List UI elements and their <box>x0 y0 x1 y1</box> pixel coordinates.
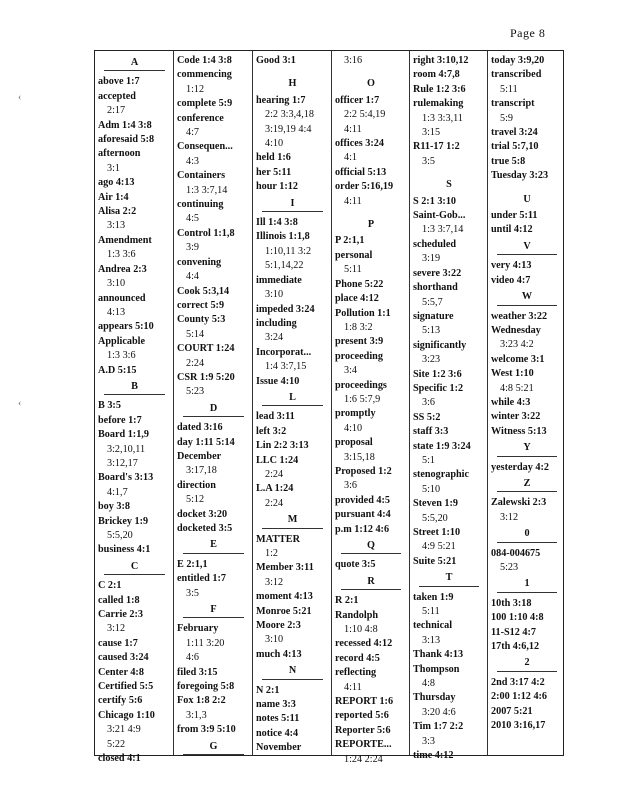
index-entry-continuation: 1:10,11 3:2 <box>265 245 312 257</box>
index-entry: pursuant 4:4 <box>335 509 391 521</box>
index-entry-continuation: 1:12 <box>186 83 205 95</box>
index-entry: SS 5:2 <box>413 411 441 423</box>
index-entry-continuation: 4:4 <box>186 271 200 283</box>
index-entry-continuation: 3:16 <box>344 55 363 66</box>
index-column-2 <box>173 51 252 755</box>
index-entry-continuation: 3:3 <box>422 735 436 747</box>
index-entry: convening <box>177 256 222 268</box>
index-column-5 <box>409 51 487 762</box>
index-entry-continuation: 3:10 <box>107 278 126 290</box>
scan-speck: ‹ <box>18 92 22 103</box>
index-entry: proposal <box>335 437 373 449</box>
index-entry: Illinois 1:1,8 <box>256 231 310 243</box>
index-entry: Good 3:1 <box>256 55 296 66</box>
index-entry-continuation: 3:10 <box>265 289 284 301</box>
index-entry-continuation: 5:14 <box>186 328 205 340</box>
index-entry-continuation: 5:5,7 <box>422 296 443 308</box>
index-entry-continuation: 2:2 3:3,4,18 <box>265 109 314 121</box>
index-entry: dated 3:16 <box>177 422 223 434</box>
index-entry-continuation: 4:7 <box>186 127 200 139</box>
index-entry: Air 1:4 <box>98 191 129 203</box>
index-entry: Tuesday 3:23 <box>491 170 549 182</box>
index-entry: Certified 5:5 <box>98 681 154 693</box>
section-letter: C <box>104 560 165 575</box>
index-entry: 2007 5:21 <box>491 705 533 717</box>
index-entry-continuation: 3:24 <box>265 332 284 344</box>
index-entry: 11-S12 4:7 <box>491 626 536 638</box>
index-entry-continuation: 2:24 <box>265 497 284 509</box>
index-entry: REPORTE... <box>335 739 392 751</box>
index-entry: Thompson <box>413 663 460 675</box>
index-entry: official 5:13 <box>335 166 387 178</box>
index-entry: Board's 3:13 <box>98 472 154 484</box>
index-entry-continuation: 5:5,20 <box>422 512 448 524</box>
index-entry: trial 5:7,10 <box>491 141 539 153</box>
index-column-1 <box>95 51 173 765</box>
index-entry-continuation: 1:3 3:6 <box>107 350 136 362</box>
index-entry: proceedings <box>335 379 387 391</box>
index-entry: 17th 4:6,12 <box>491 641 540 653</box>
index-entry-continuation: 2:24 <box>265 468 284 480</box>
index-entry: accepted <box>98 90 136 102</box>
index-entry: Containers <box>177 170 226 182</box>
index-entry-continuation: 1:11 3:20 <box>186 637 225 649</box>
index-entry: docket 3:20 <box>177 508 228 520</box>
index-entry-continuation: 3:10 <box>265 634 284 646</box>
index-entry-continuation: 4:8 <box>422 678 436 690</box>
index-entry-continuation: 3:5 <box>186 587 200 599</box>
section-letter: L <box>262 391 323 406</box>
index-entry: LLC 1:24 <box>256 454 299 466</box>
index-entry: Randolph <box>335 609 379 621</box>
index-entry: Steven 1:9 <box>413 498 458 510</box>
index-entry-continuation: 5:10 <box>422 483 441 495</box>
index-entry-continuation: 4:8 5:21 <box>500 382 534 394</box>
index-entry-continuation: 3:23 <box>422 354 441 366</box>
index-entry: before 1:7 <box>98 414 142 426</box>
index-entry-continuation: 3:20 4:6 <box>422 706 456 718</box>
index-entry-continuation: 3:21 4:9 <box>107 724 141 736</box>
index-entry: impeded 3:24 <box>256 303 315 315</box>
index-entry-continuation: 5:23 <box>186 386 205 398</box>
index-entry-continuation: 1:6 5:7,9 <box>344 393 381 405</box>
section-letter: Q <box>341 539 401 554</box>
index-entry-continuation: 3:19,19 4:4 <box>265 123 312 135</box>
index-entry: today 3:9,20 <box>491 55 545 66</box>
section-letter: P <box>367 219 375 231</box>
index-entry: 2nd 3:17 4:2 <box>491 676 545 688</box>
index-entry: cause 1:7 <box>98 637 138 649</box>
index-entry: caused 3:24 <box>98 652 149 664</box>
index-entry: under 5:11 <box>491 210 538 222</box>
index-entry: severe 3:22 <box>413 267 462 279</box>
index-entry: 084-004675 <box>491 547 541 559</box>
index-entry: lead 3:11 <box>256 411 295 423</box>
index-entry: right 3:10,12 <box>413 55 469 66</box>
index-entry: February <box>177 623 219 635</box>
index-entry: COURT 1:24 <box>177 343 235 355</box>
index-column-6 <box>487 51 565 755</box>
index-entry-continuation: 3:12 <box>107 623 126 635</box>
index-entry: p.m 1:12 4:6 <box>335 523 390 535</box>
section-letter: H <box>288 78 297 90</box>
index-entry: B 3:5 <box>98 400 121 412</box>
section-letter: R <box>341 575 401 590</box>
index-entry: transcript <box>491 98 535 110</box>
index-entry: proceeding <box>335 350 383 362</box>
index-entry: REPORT 1:6 <box>335 696 394 708</box>
index-entry: Board 1:1,9 <box>98 429 149 441</box>
index-entry: filed 3:15 <box>177 666 218 678</box>
index-entry: Suite 5:21 <box>413 555 457 567</box>
index-entry: provided 4:5 <box>335 494 391 506</box>
index-entry: E 2:1,1 <box>177 558 208 570</box>
index-entry: promptly <box>335 408 376 420</box>
index-entry: Control 1:1,8 <box>177 227 235 239</box>
section-letter: A <box>104 56 165 71</box>
index-entry: foregoing 5:8 <box>177 681 235 693</box>
index-entry-continuation: 4:11 <box>344 123 362 135</box>
index-entry: Brickey 1:9 <box>98 515 149 527</box>
section-letter: O <box>367 78 375 90</box>
index-entry-continuation: 4:6 <box>186 652 200 664</box>
index-entry: staff 3:3 <box>413 426 449 438</box>
section-letter: U <box>523 193 531 205</box>
index-entry: hearing 1:7 <box>256 94 306 106</box>
index-entry: weather 3:22 <box>491 310 548 322</box>
index-entry: Amendment <box>98 234 152 246</box>
index-entry: shorthand <box>413 282 458 294</box>
index-entry: reflecting <box>335 667 377 679</box>
index-entry-continuation: 4:1,7 <box>107 486 128 498</box>
index-entry-continuation: 3:12,17 <box>107 457 138 469</box>
index-entry-continuation: 1:3 3:3,11 <box>422 112 463 124</box>
index-entry: signature <box>413 310 454 322</box>
index-entry: while 4:3 <box>491 396 531 408</box>
index-entry: correct 5:9 <box>177 299 225 311</box>
index-entry: Pollution 1:1 <box>335 307 391 319</box>
index-entry-continuation: 3:1 <box>107 162 121 174</box>
index-entry: boy 3:8 <box>98 501 130 513</box>
index-entry-continuation: 3:15,18 <box>344 451 375 463</box>
index-entry: Phone 5:22 <box>335 278 384 290</box>
index-entry: business 4:1 <box>98 544 151 556</box>
index-entry: yesterday 4:2 <box>491 461 549 473</box>
index-entry-continuation: 3:5 <box>422 155 436 167</box>
index-entry: time 4:12 <box>413 750 454 762</box>
section-letter: V <box>497 240 557 255</box>
index-entry: name 3:3 <box>256 699 296 711</box>
index-entry: announced <box>98 292 146 304</box>
index-entry-continuation: 1:3 3:7,14 <box>186 184 228 196</box>
index-entry: offices 3:24 <box>335 138 384 150</box>
index-entry: West 1:10 <box>491 368 534 380</box>
index-entry: rulemaking <box>413 98 464 110</box>
index-entry-continuation: 4:11 <box>344 195 362 207</box>
index-entry: C 2:1 <box>98 580 122 592</box>
index-entry-continuation: 4:9 5:21 <box>422 541 456 553</box>
index-entry-continuation: 5:1,14,22 <box>265 260 304 272</box>
index-entry-continuation: 3:6 <box>422 397 436 409</box>
index-entry: aforesaid 5:8 <box>98 134 155 146</box>
index-entry: personal <box>335 249 373 261</box>
index-entry: Member 3:11 <box>256 562 314 574</box>
index-entry-continuation: 1:8 3:2 <box>344 321 373 333</box>
index-entry: continuing <box>177 199 224 211</box>
index-entry-continuation: 3:15 <box>422 127 441 139</box>
index-entry-continuation: 5:12 <box>186 494 205 506</box>
index-entry: Cook 5:3,14 <box>177 285 230 297</box>
index-entry: scheduled <box>413 238 457 250</box>
index-entry: Thank 4:13 <box>413 649 464 661</box>
index-entry: 100 1:10 4:8 <box>491 612 544 624</box>
index-entry: L.A 1:24 <box>256 483 294 495</box>
index-entry: Adm 1:4 3:8 <box>98 119 152 131</box>
index-entry: commencing <box>177 69 232 81</box>
index-entry: technical <box>413 620 453 632</box>
section-letter: W <box>497 290 557 305</box>
index-entry: significantly <box>413 339 467 351</box>
index-entry: record 4:5 <box>335 652 380 664</box>
index-entry-continuation: 5:23 <box>500 562 519 573</box>
section-letter: 1 <box>497 577 557 592</box>
index-entry-continuation: 3:9 <box>186 242 200 254</box>
index-entry-continuation: 5:9 <box>500 112 514 124</box>
page-number: Page 8 <box>510 26 546 40</box>
index-entry: Ill 1:4 3:8 <box>256 217 298 229</box>
scan-speck: ‹ <box>18 398 22 409</box>
index-entry: Moore 2:3 <box>256 620 301 632</box>
section-letter: I <box>262 197 323 212</box>
index-entry: November <box>256 742 302 754</box>
section-letter: D <box>183 402 244 417</box>
index-entry: immediate <box>256 274 302 286</box>
index-entry-continuation: 2:2 5:4,19 <box>344 109 386 121</box>
index-entry-continuation: 1:10 4:8 <box>344 624 378 636</box>
index-entry: Carrie 2:3 <box>98 609 143 621</box>
index-entry: recessed 4:12 <box>335 638 393 650</box>
index-entry: Center 4:8 <box>98 666 144 678</box>
index-entry: Alisa 2:2 <box>98 206 137 218</box>
index-entry-continuation: 1:24 2:24 <box>344 753 383 765</box>
index-entry: moment 4:13 <box>256 591 313 603</box>
section-letter: S <box>446 179 452 191</box>
index-entry: complete 5:9 <box>177 98 233 110</box>
index-entry: notes 5:11 <box>256 713 300 725</box>
index-entry: order 5:16,19 <box>335 181 394 193</box>
index-column-3 <box>252 51 331 755</box>
index-entry: Saint-Gob... <box>413 210 466 222</box>
index-entry: Applicable <box>98 335 145 347</box>
index-entry: Rule 1:2 3:6 <box>413 83 466 95</box>
index-entry-continuation: 3:6 <box>344 480 358 492</box>
index-entry: 10th 3:18 <box>491 597 532 609</box>
index-entry-continuation: 5:11 <box>500 83 518 95</box>
index-entry-continuation: 3:17,18 <box>186 465 217 477</box>
index-entry: MATTER <box>256 533 300 545</box>
section-letter: T <box>419 571 479 586</box>
index-entry-continuation: 5:1 <box>422 454 436 466</box>
index-entry-continuation: 3:12 <box>265 576 284 588</box>
index-entry: Andrea 2:3 <box>98 263 147 275</box>
index-entry: Site 1:2 3:6 <box>413 368 462 380</box>
index-entry: Specific 1:2 <box>413 382 464 394</box>
index-entry: certify 5:6 <box>98 695 143 707</box>
section-letter: N <box>262 664 323 679</box>
index-entry-continuation: 5:5,20 <box>107 530 133 541</box>
index-entry: including <box>256 317 297 329</box>
section-letter: B <box>104 380 165 395</box>
index-entry: above 1:7 <box>98 76 140 88</box>
index-entry: CSR 1:9 5:20 <box>177 371 235 383</box>
index-entry-continuation: 3:13 <box>107 220 126 232</box>
index-entry: S 2:1 3:10 <box>413 195 457 207</box>
index-entry-continuation: 3:4 <box>344 365 358 377</box>
index-entry: appears 5:10 <box>98 321 154 333</box>
index-entry-continuation: 4:11 <box>344 681 362 693</box>
index-entry: docketed 3:5 <box>177 523 233 534</box>
index-entry: left 3:2 <box>256 425 287 437</box>
index-entry-continuation: 3:23 4:2 <box>500 339 534 351</box>
index-entry: Wednesday <box>491 324 541 336</box>
index-entry: ago 4:13 <box>98 177 135 189</box>
index-entry: conference <box>177 112 224 124</box>
index-entry: stenographic <box>413 469 470 481</box>
index-entry: day 1:11 5:14 <box>177 436 235 448</box>
index-entry: held 1:6 <box>256 152 291 164</box>
index-entry: 2:00 1:12 4:6 <box>491 691 548 703</box>
index-entry: notice 4:4 <box>256 727 299 739</box>
index-entry-continuation: 1:2 <box>265 548 279 559</box>
index-entry: A.D 5:15 <box>98 364 137 376</box>
index-entry: P 2:1,1 <box>335 235 365 247</box>
index-entry: present 3:9 <box>335 336 384 348</box>
index-entry-continuation: 4:13 <box>107 306 126 318</box>
index-entry: Zalewski 2:3 <box>491 497 547 509</box>
index-column-4 <box>331 51 409 765</box>
index-entry-continuation: 4:3 <box>186 155 200 167</box>
section-letter: Y <box>497 441 557 456</box>
index-entry: her 5:11 <box>256 166 292 178</box>
index-entry: until 4:12 <box>491 224 533 236</box>
section-letter: G <box>183 740 244 755</box>
index-entry-continuation: 5:13 <box>422 325 441 337</box>
index-entry-continuation: 5:11 <box>422 606 440 618</box>
index-entry-continuation: 1:4 3:7,15 <box>265 361 307 373</box>
index-entry: closed 4:1 <box>98 753 141 765</box>
index-entry: Chicago 1:10 <box>98 709 155 721</box>
index-entry: quote 3:5 <box>335 559 376 571</box>
index-entry: Fox 1:8 2:2 <box>177 695 226 707</box>
index-entry: Witness 5:13 <box>491 425 547 437</box>
section-letter: 0 <box>497 527 557 542</box>
index-entry: very 4:13 <box>491 260 532 272</box>
index-entry: Street 1:10 <box>413 527 461 538</box>
index-entry: state 1:9 3:24 <box>413 440 471 452</box>
index-entry: called 1:8 <box>98 594 140 606</box>
index-entry-continuation: 3:19 <box>422 253 441 265</box>
index-entry: entitled 1:7 <box>177 573 226 585</box>
index-entry: hour 1:12 <box>256 181 298 193</box>
index-entry: Monroe 5:21 <box>256 605 312 617</box>
index-entry-continuation: 4:10 <box>265 138 284 150</box>
index-entry-continuation: 4:5 <box>186 213 200 225</box>
index-entry-continuation: 1:3 3:7,14 <box>422 224 464 236</box>
section-letter: F <box>183 603 244 618</box>
index-entry: video 4:7 <box>491 274 531 286</box>
index-entry: Reporter 5:6 <box>335 724 391 736</box>
index-entry: December <box>177 450 222 462</box>
index-entry: room 4:7,8 <box>413 69 460 81</box>
index-entry: direction <box>177 479 216 491</box>
index-entry: R 2:1 <box>335 595 359 607</box>
index-frame <box>94 50 564 765</box>
index-entry: winter 3:22 <box>491 411 541 423</box>
index-entry-continuation: 3:2,10,11 <box>107 443 146 455</box>
index-entry-continuation: 1:3 3:6 <box>107 249 136 261</box>
section-letter: Z <box>497 477 557 492</box>
index-entry: R11-17 1:2 <box>413 141 460 153</box>
index-entry: welcome 3:1 <box>491 353 545 365</box>
index-entry: Tim 1:7 2:2 <box>413 721 464 733</box>
index-entry-continuation: 4:1 <box>344 152 358 164</box>
index-entry: from 3:9 5:10 <box>177 724 236 736</box>
index-entry: much 4:13 <box>256 648 302 660</box>
index-entry: Thursday <box>413 692 456 704</box>
section-letter: M <box>262 513 323 528</box>
index-entry: Code 1:4 3:8 <box>177 55 232 66</box>
index-entry: Issue 4:10 <box>256 375 300 387</box>
index-entry: place 4:12 <box>335 293 379 305</box>
section-letter: E <box>183 538 244 553</box>
index-entry-continuation: 3:1,3 <box>186 709 207 721</box>
index-entry: Lin 2:2 3:13 <box>256 440 309 452</box>
index-entry-continuation: 2:24 <box>186 357 205 369</box>
index-entry-continuation: 5:11 <box>344 264 362 276</box>
index-entry: travel 3:24 <box>491 127 538 139</box>
index-entry: Incorporat... <box>256 346 312 358</box>
index-entry: afternoon <box>98 148 141 160</box>
index-entry-continuation: 2:17 <box>107 105 126 117</box>
index-entry: reported 5:6 <box>335 710 389 722</box>
section-letter: 2 <box>497 656 557 671</box>
index-entry-continuation: 4:10 <box>344 422 363 434</box>
index-entry: transcribed <box>491 69 542 81</box>
index-entry: County 5:3 <box>177 314 226 326</box>
index-entry-continuation: 3:12 <box>500 511 519 523</box>
index-entry: Consequen... <box>177 141 233 153</box>
index-entry: true 5:8 <box>491 155 526 167</box>
index-entry: N 2:1 <box>256 684 280 696</box>
index-entry: taken 1:9 <box>413 591 454 603</box>
index-entry: 2010 3:16,17 <box>491 720 546 732</box>
index-entry: officer 1:7 <box>335 94 380 106</box>
index-entry-continuation: 5:22 <box>107 738 126 750</box>
index-entry: Proposed 1:2 <box>335 465 392 477</box>
index-entry-continuation: 3:13 <box>422 634 441 646</box>
